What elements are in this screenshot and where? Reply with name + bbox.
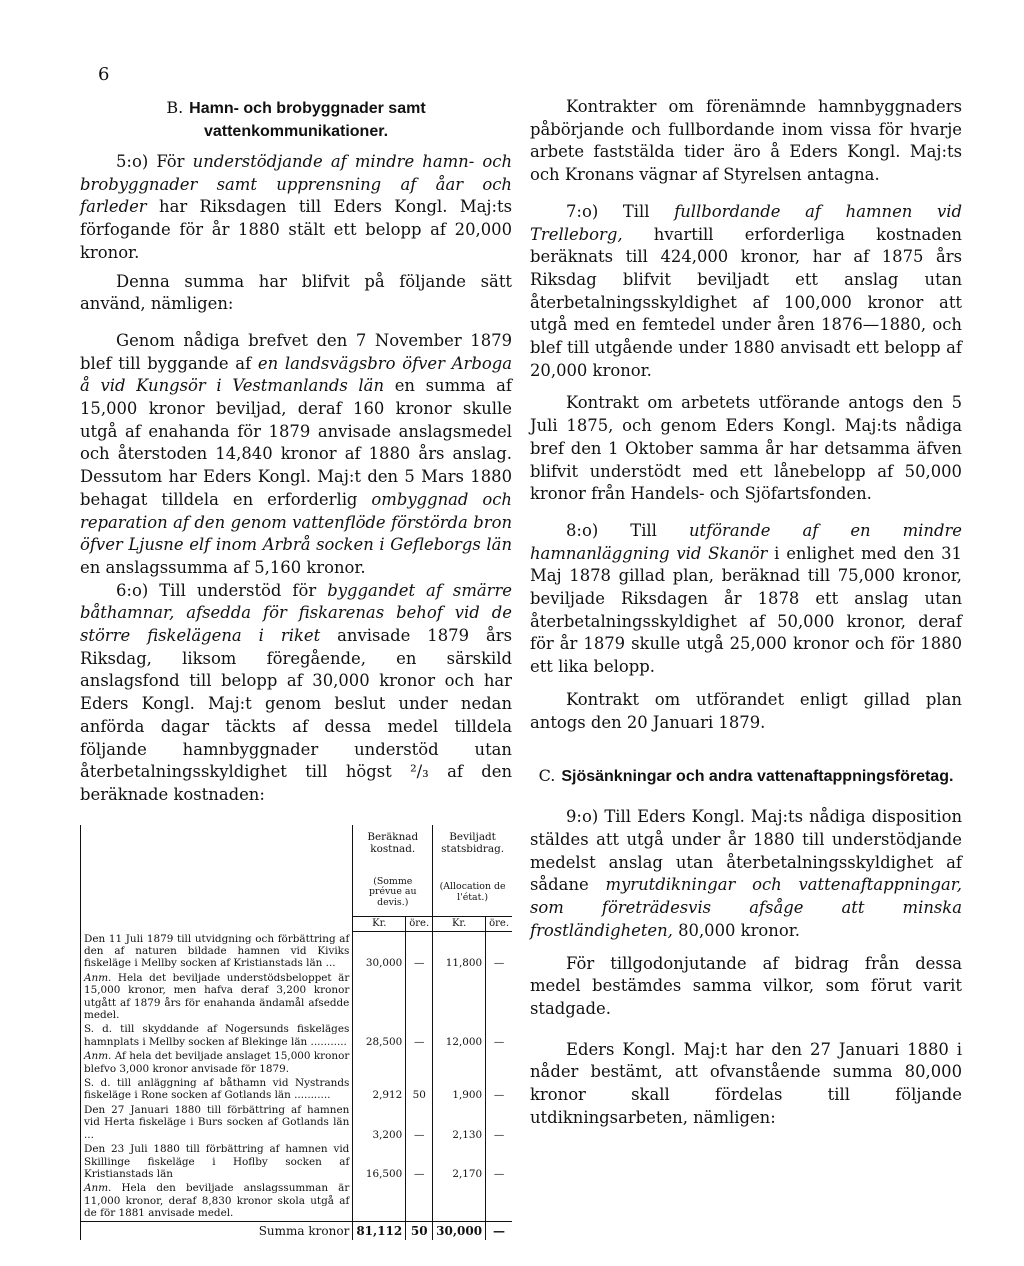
grants-italic-2: ombyggnad och reparation af den genom vattenflöde förstörda bron öfver Ljusne elf inom Arbrå socken i Gefleborgs län — [80, 489, 512, 555]
table-row — [81, 932, 513, 971]
cell-estimated-ore: — — [406, 1142, 433, 1181]
grants-text-c: en anslagssumma af 5,160 kronor. — [80, 557, 366, 577]
cell-estimated-kr: 28,500 — [353, 1022, 406, 1049]
header-estimated-cost-fr: (Somme prévue au devis.) — [353, 870, 433, 917]
table-row-description — [81, 932, 353, 971]
paragraph-grants — [80, 330, 512, 580]
section-c-heading — [530, 764, 962, 788]
note-label: Anm. — [84, 1182, 112, 1195]
cell-estimated-kr — [353, 1181, 406, 1221]
sum-estimated-ore: 50 — [406, 1221, 433, 1240]
section-b-heading — [80, 96, 512, 143]
paragraph-9-lead: 9:o) Till Eders Kongl. Maj:ts nådiga disposition stäldes att utgå under år 1880 till understödjande medelst anslag utan återbetalningsskyldighet af sådane — [530, 807, 962, 895]
section-b-title: Hamn- och brobyggnader samt vattenkommunikationer. — [189, 100, 426, 140]
cell-grant-kr: 11,800 — [433, 932, 486, 971]
cell-grant-ore: — — [486, 1103, 512, 1142]
cell-grant-ore — [486, 1049, 512, 1076]
header-state-grant: Beviljadt statsbidrag. — [433, 825, 512, 870]
table-row-description — [81, 1103, 353, 1142]
row-text: Af hela det beviljade anslaget 15,000 kronor blefvo 3,000 kronor anvisade för 1879. — [84, 1050, 350, 1075]
paragraph-9-italic: myrutdikningar och vattenaftappningar, som företrädesvis afsåge att minska frostländigheten, — [530, 875, 962, 940]
allocation-table-body — [81, 932, 513, 1221]
cell-estimated-kr: 30,000 — [353, 932, 406, 971]
cell-estimated-ore: — — [406, 1022, 433, 1049]
table-row — [81, 1049, 513, 1076]
cell-grant-ore: — — [486, 1142, 512, 1181]
row-text: Hela den beviljade anslagssumman är 11,000 kronor, deraf 8,830 kronor skola utgå af de för 1881 anvisade medel. — [84, 1182, 350, 1220]
row-text: S. d. till anläggning af båthamn vid Nystrands fiskeläge i Rone socken af Gotlands län ........... — [84, 1077, 350, 1102]
sum-grant-kr: 30,000 — [433, 1221, 486, 1240]
paragraph-9 — [530, 806, 962, 942]
page-number: 6 — [98, 64, 110, 85]
paragraph-8-italic: utförande af en mindre hamnanläggning vid Skanör — [530, 520, 962, 563]
cell-estimated-kr — [353, 971, 406, 1023]
cell-estimated-kr: 16,500 — [353, 1142, 406, 1181]
paragraph-7-italic: fullbordande af hamnen vid Trelleborg, — [530, 201, 962, 244]
cell-estimated-kr: 2,912 — [353, 1076, 406, 1103]
cell-estimated-ore: — — [406, 1103, 433, 1142]
sum-estimated-kr: 81,112 — [353, 1221, 406, 1240]
paragraph-contracts: Kontrakter om förenämnde hamnbyggnaders påbörjande och fullbordande inom vissa för hvarje arbete faststälda tider äro å Eders Kongl. Maj:ts och Kronans vägnar af Styrelsen antagna. — [530, 97, 962, 185]
paragraph-5 — [80, 151, 512, 265]
paragraph-conditions: För tillgodonjutande af bidrag från dessa medel bestämdes samma vilkor, som förut varit stadgade. — [530, 953, 962, 1018]
table-sum-row — [81, 1221, 513, 1240]
paragraph-7-rest: hvartill erforderliga kostnaden beräknats till 424,000 kronor, har af 1875 års Riksdag blifvit beviljadt ett anslag utan återbetalningsskyldighet af 100,000 kronor att utgå med en femtedel under åren 1876—1880, och blef till utgående under 1880 anvisadt ett belopp af 20,000 kronor. — [530, 224, 962, 380]
cell-grant-kr — [433, 971, 486, 1023]
row-text: Den 23 Juli 1880 till förbättring af hamnen vid Skillinge fiskeläge i Hoflby socken af Kristianstads län — [84, 1143, 350, 1180]
right-column — [530, 96, 962, 1129]
paragraph-7-lead: 7:o) Till — [566, 201, 675, 221]
paragraph-6-rest: anvisade 1879 års Riksdag, liksom föregående, en särskild anslagsfond till belopp af 30,000 kronor och har Eders Kongl. Maj:t genom beslut under nedan anförda dagar täckts af dessa medel tilldela följande hamnbyggnader understöd utan återbetalningsskyldighet till högst ²/₃ af den beräknade kostnaden: — [80, 626, 512, 804]
cell-grant-ore: — — [486, 1076, 512, 1103]
cell-grant-ore: — — [486, 932, 512, 971]
left-column — [80, 96, 512, 1240]
table-row — [81, 1022, 513, 1049]
cell-grant-kr — [433, 1049, 486, 1076]
cell-estimated-ore: — — [406, 932, 433, 971]
row-text: Den 27 Januari 1880 till förbättring af hamnen vid Herta fiskeläge i Burs socken af Gotlands län ... — [84, 1103, 350, 1141]
cell-grant-kr: 2,130 — [433, 1103, 486, 1142]
table-row-note — [81, 971, 353, 1023]
table-row-description — [81, 1022, 353, 1049]
table-row-note — [81, 1181, 353, 1221]
header-estimated-cost: Beräknad kostnad. — [353, 825, 433, 870]
paragraph-8-rest: i enlighet med den 31 Maj 1878 gillad plan, beräknad till 75,000 kronor, beviljade Riksdagen år 1878 ett anslag utan återbetalningsskyldighet af 50,000 kronor, deraf för år 1879 skulle utgå 25,000 kronor och för 1880 ett lika belopp. — [530, 543, 962, 677]
paragraph-usage: Denna summa har blifvit på följande sätt använd, nämligen: — [80, 271, 512, 314]
cell-estimated-kr — [353, 1049, 406, 1076]
grants-text-b: en summa af 15,000 kronor beviljad, deraf 160 kronor skulle utgå af enahanda för 1879 anvisade anslagsmedel och återstoden 14,840 kronor af 1880 års anslag. Dessutom har Eders Kongl. Maj:t den 5 Mars 1880 behagat tilldela en erforderlig — [80, 376, 512, 509]
sum-label: Summa kronor — [81, 1221, 353, 1240]
unit-kr-estimated: Kr. — [353, 916, 406, 931]
table-row-description — [81, 1142, 353, 1181]
table-row — [81, 1076, 513, 1103]
note-label: Anm. — [84, 1050, 112, 1063]
cell-grant-ore — [486, 971, 512, 1023]
paragraph-distribution: Eders Kongl. Maj:t har den 27 Januari 1880 i nåder bestämt, att ofvanstående summa 80,000 kronor skall fördelas till följande utdikningsarbeten, nämligen: — [530, 1039, 962, 1127]
cell-estimated-ore — [406, 1049, 433, 1076]
note-label: Anm. — [84, 971, 112, 984]
paragraph-6-italic: byggandet af smärre båthamnar, afsedda för fiskarenas behof vid de större fiskelägena i riket — [80, 580, 513, 646]
cell-estimated-ore — [406, 1181, 433, 1221]
table-row — [81, 1181, 513, 1221]
cell-grant-kr: 2,170 — [433, 1142, 486, 1181]
unit-kr-grant: Kr. — [433, 916, 486, 931]
cell-grant-ore: — — [486, 1022, 512, 1049]
paragraph-8 — [530, 520, 962, 679]
table-row-description — [81, 1076, 353, 1103]
cell-estimated-kr: 3,200 — [353, 1103, 406, 1142]
section-c-letter: C. — [538, 766, 556, 786]
paragraph-5-italic: understödjande af mindre hamn- och brobyggnader samt upprensning af åar och farleder — [80, 152, 513, 217]
unit-ore-grant: öre. — [486, 916, 512, 931]
paragraph-5-rest: har Riksdagen till Eders Kongl. Maj:ts förfogande för år 1880 stält ett belopp af 20,000 kronor. — [80, 197, 512, 262]
cell-grant-kr — [433, 1181, 486, 1221]
paragraph-6-lead: 6:o) Till understöd för — [116, 580, 328, 600]
table-row — [81, 1142, 513, 1181]
grants-text-a: Genom nådiga brefvet den 7 November 1879 blef till byggande af — [80, 330, 512, 373]
cell-estimated-ore — [406, 971, 433, 1023]
header-state-grant-fr: (Allocation de l'état.) — [433, 870, 512, 917]
allocation-table — [80, 825, 512, 1240]
unit-ore-estimated: öre. — [406, 916, 433, 931]
paragraph-5-lead: 5:o) För — [116, 152, 193, 171]
table-header-blank — [81, 825, 353, 870]
table-row — [81, 971, 513, 1023]
grants-italic-1: en landsvägsbro öfver Arboga å vid Kungsör i Vestmanlands län — [80, 353, 512, 396]
cell-grant-kr: 1,900 — [433, 1076, 486, 1103]
paragraph-9-rest: 80,000 kronor. — [672, 920, 800, 940]
paragraph-6 — [80, 580, 512, 807]
paragraph-8-lead: 8:o) Till — [566, 520, 689, 540]
paragraph-contract-skanor: Kontrakt om utförandet enligt gillad plan antogs den 20 Januari 1879. — [530, 689, 962, 732]
row-text: Den 11 Juli 1879 till utvidgning och förbättring af den af naturen bildade hamnen vid Kiviks fiskeläge i Mellby socken af Kristianstads län ... — [84, 932, 350, 970]
table-row-note — [81, 1049, 353, 1076]
row-text: Hela det beviljade understödsbeloppet är 15,000 kronor, men hafva deraf 3,200 kronor utgått af 1879 års för enahanda ändamål afsedde medel. — [84, 971, 350, 1022]
row-text: S. d. till skyddande af Nogersunds fiskeläges hamnplats i Mellby socken af Blekinge län ........... — [84, 1023, 350, 1048]
cell-grant-ore — [486, 1181, 512, 1221]
sum-grant-ore: — — [486, 1221, 512, 1240]
cell-estimated-ore: 50 — [406, 1076, 433, 1103]
section-b-letter: B. — [166, 98, 184, 117]
cell-grant-kr: 12,000 — [433, 1022, 486, 1049]
paragraph-7 — [530, 201, 962, 383]
table-row — [81, 1103, 513, 1142]
paragraph-contract-trelleborg: Kontrakt om arbetets utförande antogs den 5 Juli 1875, och genom Eders Kongl. Maj:ts nådiga bref den 1 Oktober samma år har detsamma äfven blifvit understödt med ett lånebelopp af 50,000 kronor från Handels- och Sjöfartsfonden. — [530, 393, 962, 504]
section-c-title: Sjösänkningar och andra vattenaftappningsföretag. — [561, 768, 954, 786]
